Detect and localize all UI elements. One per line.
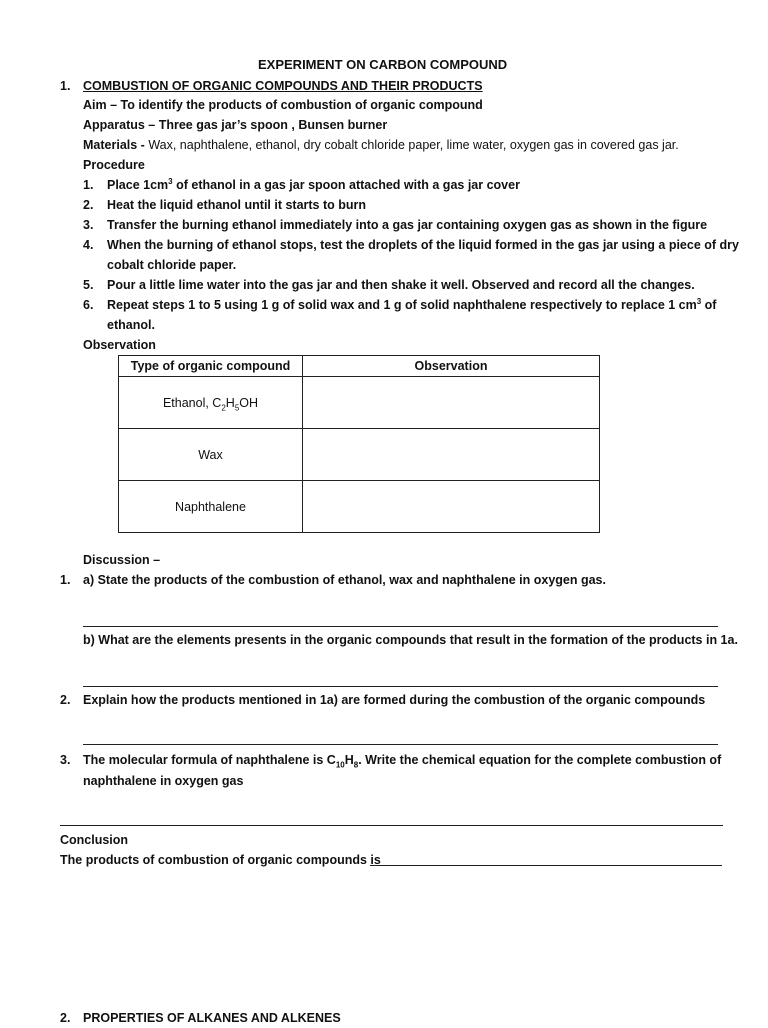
step-5: Pour a little lime water into the gas jar and then shake it well. Observed and record all the changes.	[107, 278, 695, 292]
materials-text: Wax, naphthalene, ethanol, dry cobalt chloride paper, lime water, oxygen gas in covered gas jar.	[148, 138, 679, 152]
conclusion-text: The products of combustion of organic compounds is	[60, 853, 381, 867]
question-number: 1.	[60, 573, 71, 587]
materials-line	[83, 135, 679, 155]
step-number: 5.	[83, 278, 94, 292]
step-number: 1.	[83, 178, 94, 192]
page-title: EXPERIMENT ON CARBON COMPOUND	[258, 57, 508, 72]
step-6-line1: Repeat steps 1 to 5 using 1 g of solid wax and 1 g of solid naphthalene respectively to replace 1 $cm^3$ of	[107, 296, 717, 312]
step-number: 3.	[83, 218, 94, 232]
section-heading: COMBUSTION OF ORGANIC COMPOUNDS AND THEIR PRODUCTS	[83, 79, 483, 93]
table-cell-compound: Naphthalene	[119, 481, 303, 533]
answer-line-1a[interactable]	[83, 626, 718, 627]
conclusion-label: Conclusion	[60, 833, 129, 847]
question-3-line2: naphthalene in oxygen gas	[83, 774, 244, 788]
question-number: 2.	[60, 693, 71, 707]
question-3-line1: The molecular formula of naphthalene is $C_{10}H_8$. Write the chemical equation for the complete combustion of	[83, 753, 722, 770]
table-row	[119, 481, 600, 533]
answer-line-3[interactable]	[60, 825, 723, 826]
table-cell-observation[interactable]	[303, 377, 600, 429]
section-heading: PROPERTIES OF ALKANES AND ALKENES	[83, 1011, 341, 1025]
step-2: Heat the liquid ethanol until it starts to burn	[107, 198, 367, 212]
step-number: 2.	[83, 198, 94, 212]
table-cell-compound: Ethanol, $C_2H_5OH$	[119, 377, 303, 429]
table-row	[119, 377, 600, 429]
table-cell-observation[interactable]	[303, 481, 600, 533]
answer-line-1b[interactable]	[83, 686, 718, 687]
procedure-label: Procedure	[83, 158, 145, 172]
apparatus-line: Apparatus – Three gas jar’s spoon , Bunsen burner	[83, 118, 388, 132]
materials-label: Materials -	[83, 138, 149, 152]
table-cell-compound: Wax	[119, 429, 303, 481]
step-1: Place $1cm^3$ of ethanol in a gas jar spoon attached with a gas jar cover	[107, 176, 520, 192]
aim-line: Aim – To identify the products of combustion of organic compound	[83, 98, 483, 112]
question-2: Explain how the products mentioned in 1a) are formed during the combustion of the organic compounds	[83, 693, 706, 707]
table-row	[119, 429, 600, 481]
question-1b: b) What are the elements presents in the organic compounds that result in the formation of the products in 1a.	[83, 633, 738, 647]
step-number: 6.	[83, 298, 94, 312]
step-3: Transfer the burning ethanol immediately into a gas jar containing oxygen gas as shown in the figure	[107, 218, 708, 232]
section-number: 2.	[60, 1011, 71, 1025]
step-6-line2: ethanol.	[107, 318, 155, 332]
section-number: 1.	[60, 79, 71, 93]
observation-table	[118, 355, 600, 533]
step-4-line2: cobalt chloride paper.	[107, 258, 237, 272]
step-number: 4.	[83, 238, 94, 252]
table-header: Type of organic compound	[119, 356, 303, 377]
question-1a: a) State the products of the combustion of ethanol, wax and naphthalene in oxygen gas.	[83, 573, 606, 587]
table-cell-observation[interactable]	[303, 429, 600, 481]
step-4-line1: When the burning of ethanol stops, test the droplets of the liquid formed in the gas jar using a piece of dry	[107, 238, 739, 252]
discussion-label: Discussion –	[83, 553, 161, 567]
conclusion-blank[interactable]	[370, 865, 722, 866]
table-header-row	[119, 356, 600, 377]
answer-line-2[interactable]	[83, 744, 718, 745]
table-header: Observation	[303, 356, 600, 377]
observation-label: Observation	[83, 338, 156, 352]
question-number: 3.	[60, 753, 71, 767]
